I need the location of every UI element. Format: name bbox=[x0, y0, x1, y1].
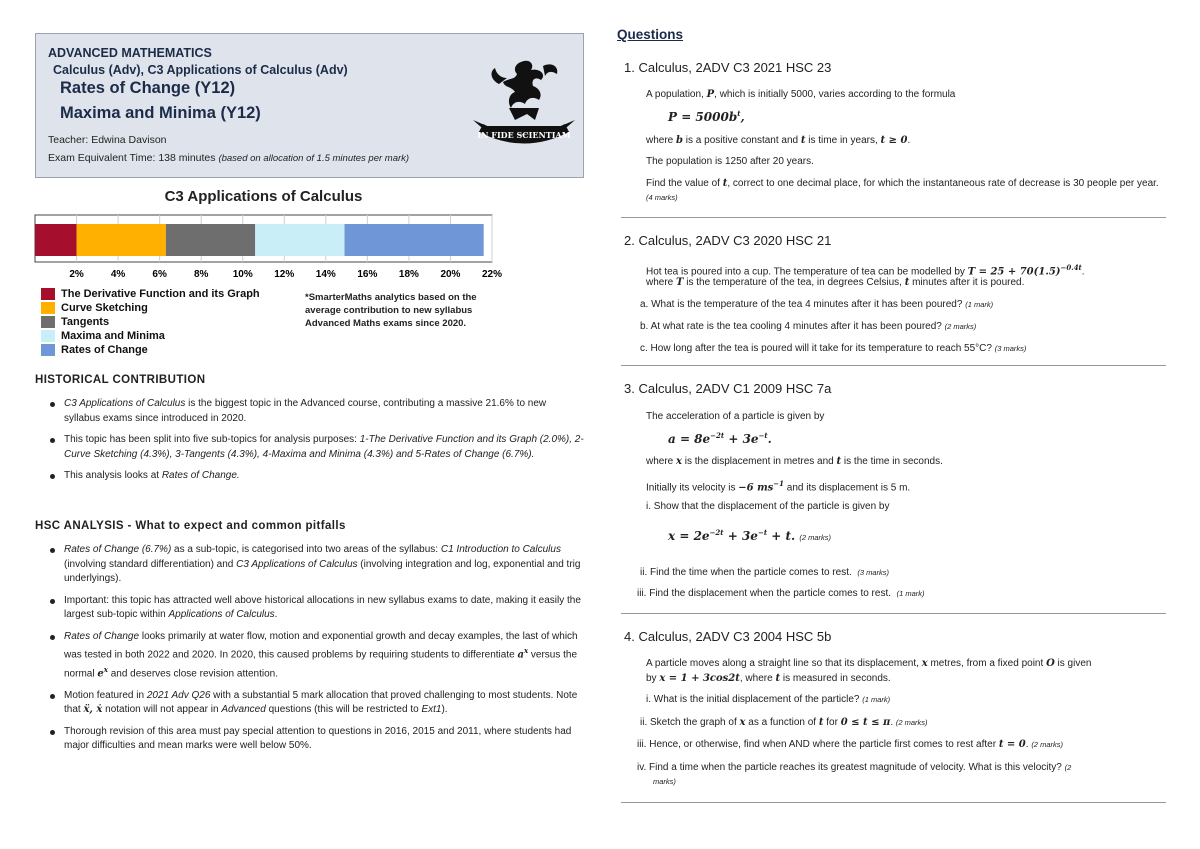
exam-note: (based on allocation of 1.5 minutes per mark) bbox=[218, 153, 410, 164]
q3-title: 3. Calculus, 2ADV C1 2009 HSC 7a bbox=[624, 381, 832, 396]
legend-item bbox=[41, 287, 260, 301]
exam-time: 138 minutes bbox=[158, 152, 216, 164]
q4-title: 4. Calculus, 2ADV C3 2004 HSC 5b bbox=[624, 629, 832, 644]
legend-swatch bbox=[41, 344, 55, 356]
topic-title-1: Rates of Change (Y12) bbox=[60, 79, 236, 97]
chart-note: *SmarterMaths analytics based on the average contribution to new syllabus Advanced Maths exams since 2020. bbox=[305, 292, 477, 329]
hsc-list bbox=[50, 543, 585, 761]
legend-swatch bbox=[41, 330, 55, 342]
divider bbox=[621, 802, 1166, 803]
chart-tick-label: 20% bbox=[440, 269, 461, 280]
crest-motto: IN FIDE SCIENTIAM bbox=[477, 130, 571, 140]
q3-formula: $a = 8e^{-2t} + 3e^{-t}$. bbox=[668, 431, 772, 446]
list-item: C3 Applications of Calculus is the biggest topic in the Advanced course, contributing a massive 21.6% to new syllabus exams since introduced in 2020. bbox=[50, 397, 585, 426]
q1-text-2: where b is a positive constant and t is time in years, t ≥ 0. bbox=[646, 135, 911, 146]
q1-text-4: Find the value of t, correct to one decimal place, for which the instantaneous rate of decrease is 30 people per year. (4 marks) bbox=[646, 178, 1159, 202]
chart-bar-segment bbox=[345, 224, 484, 256]
exam-time-line: Exam Equivalent Time: 138 minutes (based on allocation of 1.5 minutes per mark) bbox=[48, 152, 410, 164]
chart-bar-segment bbox=[255, 224, 344, 256]
legend-swatch bbox=[41, 302, 55, 314]
legend-label: Maxima and Minima bbox=[61, 330, 165, 342]
list-item: This analysis looks at Rates of Change. bbox=[50, 469, 585, 484]
list-item: Rates of Change looks primarily at water flow, motion and exponential growth and decay examples, the last of which was tested in both 2022 and 2020. In 2020, this caused problems by requiring students to differentiate $a^x$ versus the normal $e^x$ and deserves close revision attention. bbox=[50, 630, 585, 682]
chart-bar-segment bbox=[35, 224, 77, 256]
q2-text-1: Hot tea is poured into a cup. The temperature of tea can be modelled by $T = 25 + 70(1.5)^{-0.4t}$. bbox=[646, 263, 1085, 278]
q3-part-iii: iii. Find the displacement when the particle comes to rest. (1 mark) bbox=[637, 588, 925, 599]
legend-swatch bbox=[41, 316, 55, 328]
chart-tick-label: 2% bbox=[69, 269, 84, 280]
q3-formula-i: $x = 2e^{-2t} + 3e^{-t} + t$. (2 marks) bbox=[668, 528, 832, 543]
divider bbox=[621, 613, 1166, 614]
divider bbox=[621, 217, 1166, 218]
q2-part-c: c. How long after the tea is poured will it take for its temperature to reach 55°C? (3 marks) bbox=[640, 343, 1027, 354]
q4-part-i: i. What is the initial displacement of the particle? (1 mark) bbox=[646, 694, 891, 705]
list-item: This topic has been split into five sub-topics for analysis purposes: 1-The Derivative Function and its Graph (2.0%), 2-Curve Sketching (4.3%), 3-Tangents (4.3%), 4-Maxima and Minima (4.3%) and 5-Rates of Change (6.7%). bbox=[50, 433, 585, 462]
teacher-line: Teacher: Edwina Davison bbox=[48, 134, 167, 146]
subject-title: ADVANCED MATHEMATICS bbox=[48, 46, 212, 60]
q2-part-b: b. At what rate is the tea cooling 4 minutes after it has been poured? (2 marks) bbox=[640, 321, 977, 332]
legend-item bbox=[41, 329, 260, 343]
legend-label: The Derivative Function and its Graph bbox=[61, 288, 260, 300]
q2-title: 2. Calculus, 2ADV C3 2020 HSC 21 bbox=[624, 233, 832, 248]
legend-label: Curve Sketching bbox=[61, 302, 148, 314]
q2-part-a: a. What is the temperature of the tea 4 minutes after it has been poured? (1 mark) bbox=[640, 299, 994, 310]
chart-tick-label: 22% bbox=[481, 269, 503, 280]
q3-part-i: i. Show that the displacement of the particle is given by bbox=[646, 501, 890, 512]
legend-label: Tangents bbox=[61, 316, 110, 328]
q3-text-3: Initially its velocity is −6 $ms^{-1}$ and its displacement is 5 m. bbox=[646, 479, 911, 494]
q1-text-3: The population is 1250 after 20 years. bbox=[646, 156, 814, 167]
q4-part-ii: ii. Sketch the graph of x as a function of t for 0 ≤ t ≤ π. (2 marks) bbox=[640, 717, 928, 728]
stacked-bar-chart bbox=[0, 0, 600, 290]
legend-label: Rates of Change bbox=[61, 344, 148, 356]
chart-bar-segment bbox=[166, 224, 255, 256]
chart-tick-label: 8% bbox=[193, 269, 209, 280]
q4-text-1: A particle moves along a straight line so that its displacement, x metres, from a fixed point O is given bbox=[646, 658, 1092, 669]
q3-text-2: where x is the displacement in metres and t is the time in seconds. bbox=[646, 456, 943, 467]
q2-text-2: where T is the temperature of the tea, in degrees Celsius, t minutes after it is poured. bbox=[646, 277, 1025, 288]
q3-part-ii: ii. Find the time when the particle comes to rest. (3 marks) bbox=[640, 567, 889, 578]
chart-bar-segment bbox=[77, 224, 166, 256]
historical-list bbox=[50, 397, 585, 491]
topic-title-2: Maxima and Minima (Y12) bbox=[60, 104, 261, 122]
legend-swatch bbox=[41, 288, 55, 300]
legend-item bbox=[41, 315, 260, 329]
q1-text-1: A population, P, which is initially 5000, varies according to the formula bbox=[646, 89, 956, 100]
q4-part-iv: iv. Find a time when the particle reaches its greatest magnitude of velocity. What is this velocity? (2 marks) bbox=[637, 762, 1072, 786]
list-item: Thorough revision of this area must pay special attention to questions in 2016, 2015 and 2011, where students had major difficulties and mean marks were well below 50%. bbox=[50, 725, 585, 754]
legend-item bbox=[41, 301, 260, 315]
q4-part-iii: iii. Hence, or otherwise, find when AND where the particle first comes to rest after t = 0. (2 marks) bbox=[637, 739, 1063, 750]
chart-tick-label: 4% bbox=[110, 269, 126, 280]
chart-tick-label: 12% bbox=[274, 269, 295, 280]
teacher-name: Edwina Davison bbox=[91, 134, 167, 146]
chart-tick-label: 14% bbox=[315, 269, 336, 280]
questions-heading: Questions bbox=[617, 27, 684, 42]
chart-tick-label: 16% bbox=[357, 269, 378, 280]
chart-tick-label: 6% bbox=[152, 269, 167, 280]
q3-text-1: The acceleration of a particle is given by bbox=[646, 411, 825, 422]
list-item: Motion featured in 2021 Adv Q26 with a substantial 5 mark allocation that proved challenging to most students. Note that ẍ, ẋ notation will not appear in Advanced questions (this will be restricted to Ext1). bbox=[50, 689, 585, 718]
list-item: Important: this topic has attracted well above historical allocations in new syllabus exams to date, making it easily the largest sub-topic within Applications of Calculus. bbox=[50, 594, 585, 623]
chart-title: C3 Applications of Calculus bbox=[164, 188, 363, 205]
chart-legend bbox=[41, 287, 260, 357]
legend-item bbox=[41, 343, 260, 357]
q1-title: 1. Calculus, 2ADV C3 2021 HSC 23 bbox=[624, 60, 832, 75]
q1-formula: $P = 5000b^t$, bbox=[668, 109, 745, 124]
chart-tick-label: 18% bbox=[398, 269, 419, 280]
chart-tick-label: 10% bbox=[232, 269, 253, 280]
historical-heading: HISTORICAL CONTRIBUTION bbox=[35, 374, 206, 386]
list-item: Rates of Change (6.7%) as a sub-topic, is categorised into two areas of the syllabus: C1 Introduction to Calculus (involving standard differentiation) and C3 Applications of Calculus (involving integration and log, exponential and trig underlyings). bbox=[50, 543, 585, 587]
q4-text-2: by x = 1 + 3cos2t, where t is measured in seconds. bbox=[646, 673, 891, 684]
course-title: Calculus (Adv), C3 Applications of Calculus (Adv) bbox=[53, 63, 348, 77]
hsc-heading: HSC ANALYSIS - What to expect and common pitfalls bbox=[35, 520, 346, 532]
divider bbox=[621, 365, 1166, 366]
